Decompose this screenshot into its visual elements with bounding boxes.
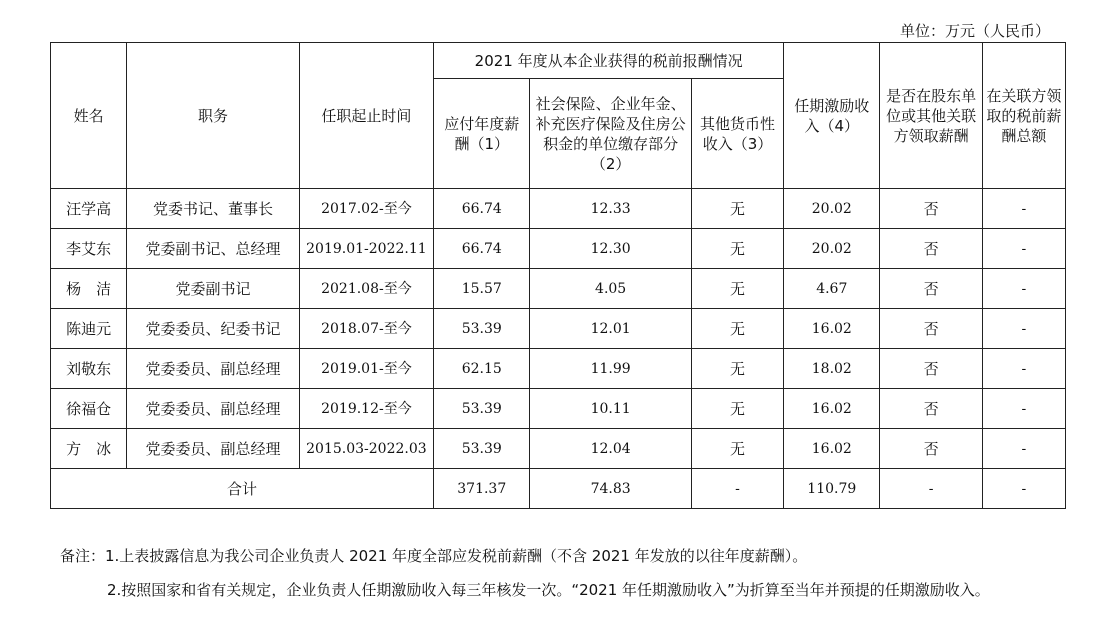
cell-term: 2021.08-至今 [299,269,433,309]
cell-term: 2017.02-至今 [299,189,433,229]
table-row [51,269,1066,309]
total-row [51,469,1066,509]
cell-position: 党委书记、董事长 [127,189,300,229]
cell-name: 杨 洁 [51,269,127,309]
total-related: - [982,469,1065,509]
table-row [51,349,1066,389]
table-row [51,229,1066,269]
cell-name: 徐福仓 [51,389,127,429]
cell-other: 无 [691,309,783,349]
cell-incentive: 18.02 [784,349,880,389]
cell-position: 党委委员、副总经理 [127,389,300,429]
header-related: 在关联方领取的税前薪酬总额 [982,43,1065,189]
cell-related: - [982,349,1065,389]
cell-related: - [982,309,1065,349]
cell-shareholder: 否 [880,269,982,309]
cell-incentive: 16.02 [784,429,880,469]
cell-shareholder: 否 [880,229,982,269]
cell-salary: 66.74 [434,189,530,229]
cell-shareholder: 否 [880,349,982,389]
cell-other: 无 [691,389,783,429]
cell-incentive: 20.02 [784,229,880,269]
unit-label: 单位：万元（人民币） [899,22,1050,40]
cell-position: 党委委员、副总经理 [127,349,300,389]
header-other: 其他货币性收入（3） [691,79,783,189]
cell-other: 无 [691,429,783,469]
cell-insurance: 10.11 [530,389,691,429]
cell-shareholder: 否 [880,429,982,469]
header-name: 姓名 [51,43,127,189]
cell-term: 2015.03-2022.03 [299,429,433,469]
cell-name: 汪学高 [51,189,127,229]
total-insurance: 74.83 [530,469,691,509]
cell-other: 无 [691,269,783,309]
cell-related: - [982,229,1065,269]
cell-term: 2019.01-至今 [299,349,433,389]
header-incentive: 任期激励收入（4） [784,43,880,189]
cell-incentive: 4.67 [784,269,880,309]
cell-position: 党委副书记、总经理 [127,229,300,269]
cell-related: - [982,389,1065,429]
cell-insurance: 12.04 [530,429,691,469]
header-salary: 应付年度薪酬（1） [434,79,530,189]
note-2: 2.按照国家和省有关规定，企业负责人任期激励收入每三年核发一次。“2021 年任期激励收入”为折算至当年并预提的任期激励收入。 [107,581,990,599]
table-row [51,309,1066,349]
cell-salary: 66.74 [434,229,530,269]
cell-related: - [982,269,1065,309]
cell-incentive: 16.02 [784,309,880,349]
cell-term: 2019.01-2022.11 [299,229,433,269]
cell-name: 李艾东 [51,229,127,269]
note-1: 备注：1.上表披露信息为我公司企业负责人 2021 年度全部应发税前薪酬（不含 2021 年发放的以往年度薪酬）。 [60,547,808,565]
cell-name: 陈迪元 [51,309,127,349]
cell-name: 刘敬东 [51,349,127,389]
header-group: 2021 年度从本企业获得的税前报酬情况 [434,43,784,79]
header-insurance: 社会保险、企业年金、补充医疗保险及住房公积金的单位缴存部分（2） [530,79,691,189]
cell-salary: 53.39 [434,389,530,429]
cell-insurance: 12.01 [530,309,691,349]
header-position: 职务 [127,43,300,189]
cell-insurance: 4.05 [530,269,691,309]
cell-insurance: 11.99 [530,349,691,389]
table-row [51,389,1066,429]
cell-related: - [982,429,1065,469]
cell-salary: 53.39 [434,309,530,349]
cell-position: 党委委员、副总经理 [127,429,300,469]
cell-incentive: 20.02 [784,189,880,229]
cell-term: 2019.12-至今 [299,389,433,429]
cell-position: 党委副书记 [127,269,300,309]
cell-insurance: 12.33 [530,189,691,229]
cell-salary: 15.57 [434,269,530,309]
total-incentive: 110.79 [784,469,880,509]
cell-shareholder: 否 [880,389,982,429]
total-other: - [691,469,783,509]
total-salary: 371.37 [434,469,530,509]
cell-shareholder: 否 [880,189,982,229]
cell-salary: 62.15 [434,349,530,389]
header-shareholder: 是否在股东单位或其他关联方领取薪酬 [880,43,982,189]
cell-insurance: 12.30 [530,229,691,269]
total-label: 合计 [51,469,434,509]
cell-other: 无 [691,229,783,269]
cell-related: - [982,189,1065,229]
total-shareholder: - [880,469,982,509]
cell-shareholder: 否 [880,309,982,349]
table-row [51,429,1066,469]
cell-term: 2018.07-至今 [299,309,433,349]
cell-salary: 53.39 [434,429,530,469]
notes [60,539,990,607]
cell-other: 无 [691,189,783,229]
compensation-table [50,42,1066,509]
header-term: 任职起止时间 [299,43,433,189]
table-row [51,189,1066,229]
cell-incentive: 16.02 [784,389,880,429]
cell-other: 无 [691,349,783,389]
cell-position: 党委委员、纪委书记 [127,309,300,349]
cell-name: 方 冰 [51,429,127,469]
